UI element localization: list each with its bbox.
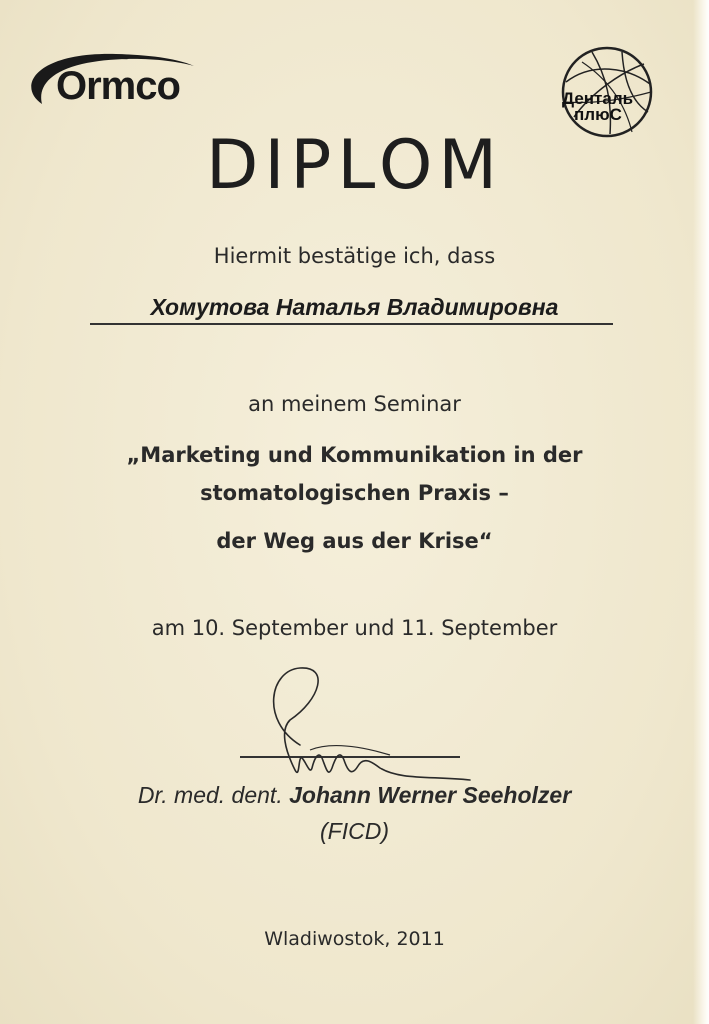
dental-plus-text-top: Денталь — [562, 89, 634, 108]
seminar-title-line-2: stomatologischen Praxis – — [200, 481, 509, 505]
seminar-dates: am 10. September und 11. September — [151, 616, 558, 640]
ormco-logo-text: Ormco — [56, 64, 180, 108]
signer-line — [0, 782, 709, 809]
place-and-year: Wladiwostok, 2011 — [264, 928, 445, 950]
confirmation-text: Hiermit bestätige ich, dass — [213, 244, 496, 268]
seminar-title-line-3: der Weg aus der Krise“ — [216, 529, 493, 553]
ormco-logo — [16, 46, 206, 116]
recipient-name: Хомутова Наталья Владимировна — [150, 294, 559, 320]
diploma-title: DIPLOM — [205, 126, 504, 205]
signer-affiliation: (FICD) — [320, 818, 389, 844]
signer-prefix: Dr. med. dent. — [137, 782, 290, 808]
signer-name: Johann Werner Seeholzer — [289, 782, 572, 808]
dental-plus-text-bottom: плюС — [574, 105, 622, 124]
handwritten-signature — [240, 650, 500, 800]
name-underline — [90, 323, 613, 325]
seminar-intro: an meinem Seminar — [248, 392, 461, 416]
seminar-title-line-1: „Marketing und Kommunikation in der — [126, 443, 583, 467]
